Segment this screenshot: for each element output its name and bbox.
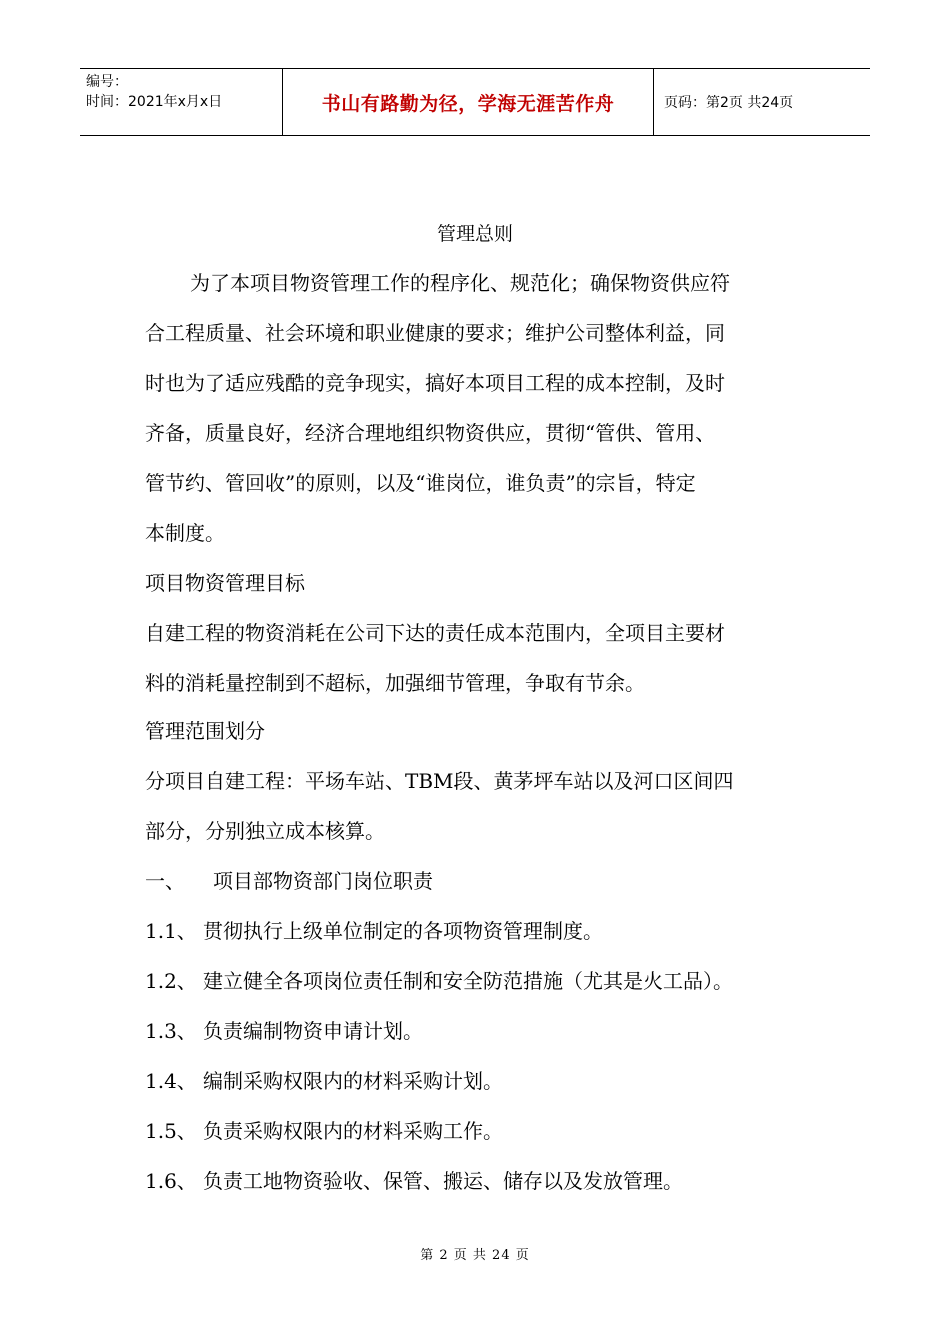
paragraph-line: 时也为了适应残酷的竞争现实，搞好本项目工程的成本控制，及时: [145, 371, 725, 395]
section-heading: [145, 868, 433, 894]
header-date-label: 时间：2021年x月x日: [86, 94, 223, 110]
list-item: [145, 1168, 683, 1194]
target-heading: 项目物资管理目标: [145, 571, 305, 595]
item-text: 建立健全各项岗位责任制和安全防范措施（尤其是火工品）。: [203, 969, 733, 993]
header-number-label: 编号：: [86, 74, 128, 90]
item-text: 负责工地物资验收、保管、搬运、储存以及发放管理。: [203, 1169, 683, 1193]
paragraph-line: 本制度。: [145, 521, 225, 545]
document-title: 管理总则: [436, 223, 513, 245]
list-item: [145, 968, 733, 994]
scope-line: 分项目自建工程：平场车站、TBM段、黄茅坪车站以及河口区间四: [145, 769, 734, 793]
scope-line: 部分，分别独立成本核算。: [145, 819, 385, 843]
section-title: 项目部物资部门岗位职责: [213, 869, 433, 893]
item-number: 1.2、: [145, 969, 197, 993]
list-item: [145, 1068, 503, 1094]
page-footer: 第 2 页 共 24 页: [420, 1248, 530, 1263]
list-item: [145, 1018, 423, 1044]
item-number: 1.1、: [145, 919, 197, 943]
item-text: 负责编制物资申请计划。: [203, 1019, 423, 1043]
paragraph-line: 为了本项目物资管理工作的程序化、规范化；确保物资供应符: [190, 271, 730, 295]
target-line: 自建工程的物资消耗在公司下达的责任成本范围内，全项目主要材: [145, 621, 725, 645]
item-text: 贯彻执行上级单位制定的各项物资管理制度。: [203, 919, 603, 943]
paragraph-line: 齐备，质量良好，经济合理地组织物资供应，贯彻“管供、管用、: [145, 421, 716, 445]
item-text: 编制采购权限内的材料采购计划。: [203, 1069, 503, 1093]
paragraph-line: 合工程质量、社会环境和职业健康的要求；维护公司整体利益，同: [145, 321, 725, 345]
list-item: [145, 918, 603, 944]
header-motto: 书山有路勤为径，学海无涯苦作舟: [321, 92, 615, 115]
section-number: 一、: [145, 869, 185, 893]
document-header: [80, 68, 870, 136]
header-meta: [80, 69, 282, 135]
item-text: 负责采购权限内的材料采购工作。: [203, 1119, 503, 1143]
header-page-info: 页码：第2页 共24页: [664, 95, 794, 111]
item-number: 1.4、: [145, 1069, 197, 1093]
paragraph-line: 管节约、管回收”的原则，以及“谁岗位，谁负责”的宗旨，特定: [145, 471, 696, 495]
item-number: 1.5、: [145, 1119, 197, 1143]
scope-heading: 管理范围划分: [145, 719, 265, 743]
item-number: 1.3、: [145, 1019, 197, 1043]
target-line: 料的消耗量控制到不超标，加强细节管理，争取有节余。: [145, 671, 645, 695]
header-motto-cell: [282, 69, 654, 135]
list-item: [145, 1118, 503, 1144]
item-number: 1.6、: [145, 1169, 197, 1193]
